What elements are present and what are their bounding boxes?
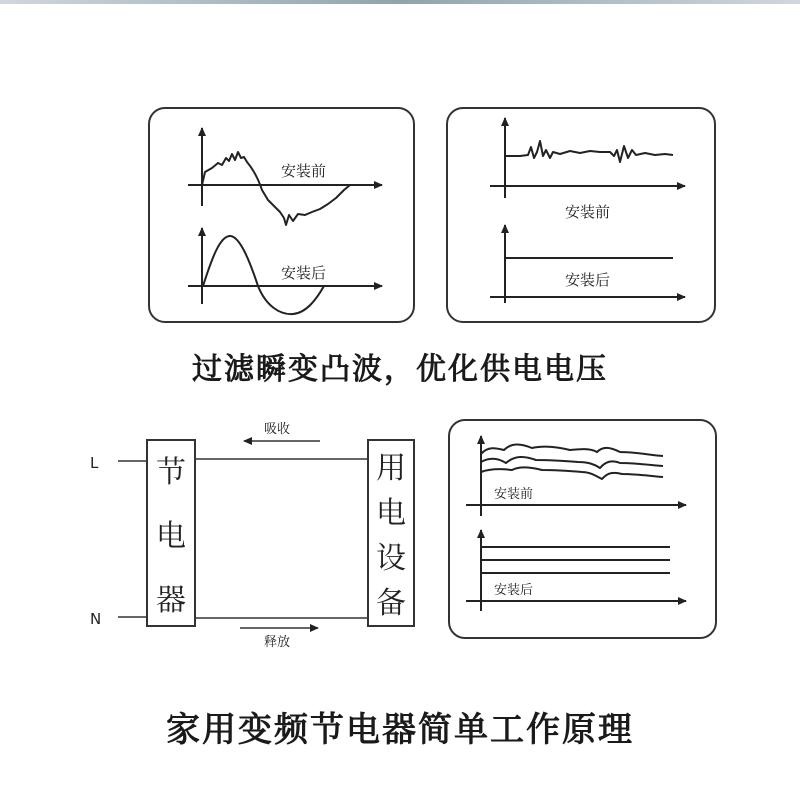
release-label: 释放: [264, 635, 291, 650]
line-n-label: N: [90, 610, 102, 628]
caption-top: 过滤瞬变凸波，优化供电电压: [192, 352, 608, 387]
tr-before-label: 安装前: [565, 203, 611, 221]
energy-saver-char-2: 电: [156, 519, 186, 554]
device-char-1: 用: [376, 451, 406, 486]
tl-after-label: 安装后: [281, 264, 327, 282]
caption-bottom: 家用变频节电器简单工作原理: [166, 710, 634, 750]
panel-top-right: [447, 108, 715, 322]
absorb-label: 吸收: [264, 422, 291, 437]
tr-after-label: 安装后: [565, 271, 611, 289]
circuit-diagram: [90, 421, 414, 650]
device-char-2: 电: [376, 496, 406, 531]
panel-top-left: [149, 108, 414, 322]
panel-bottom-right-frame: [449, 420, 716, 638]
line-l-label: L: [90, 454, 99, 472]
device-char-4: 备: [376, 586, 406, 621]
energy-saver-char-3: 器: [156, 583, 186, 618]
panel-bottom-right: [449, 420, 716, 638]
br-before-label: 安装前: [494, 487, 534, 502]
tl-before-label: 安装前: [281, 162, 327, 180]
energy-saver-char-1: 节: [156, 455, 186, 490]
br-after-label: 安装后: [494, 583, 534, 598]
device-char-3: 设: [376, 541, 406, 576]
